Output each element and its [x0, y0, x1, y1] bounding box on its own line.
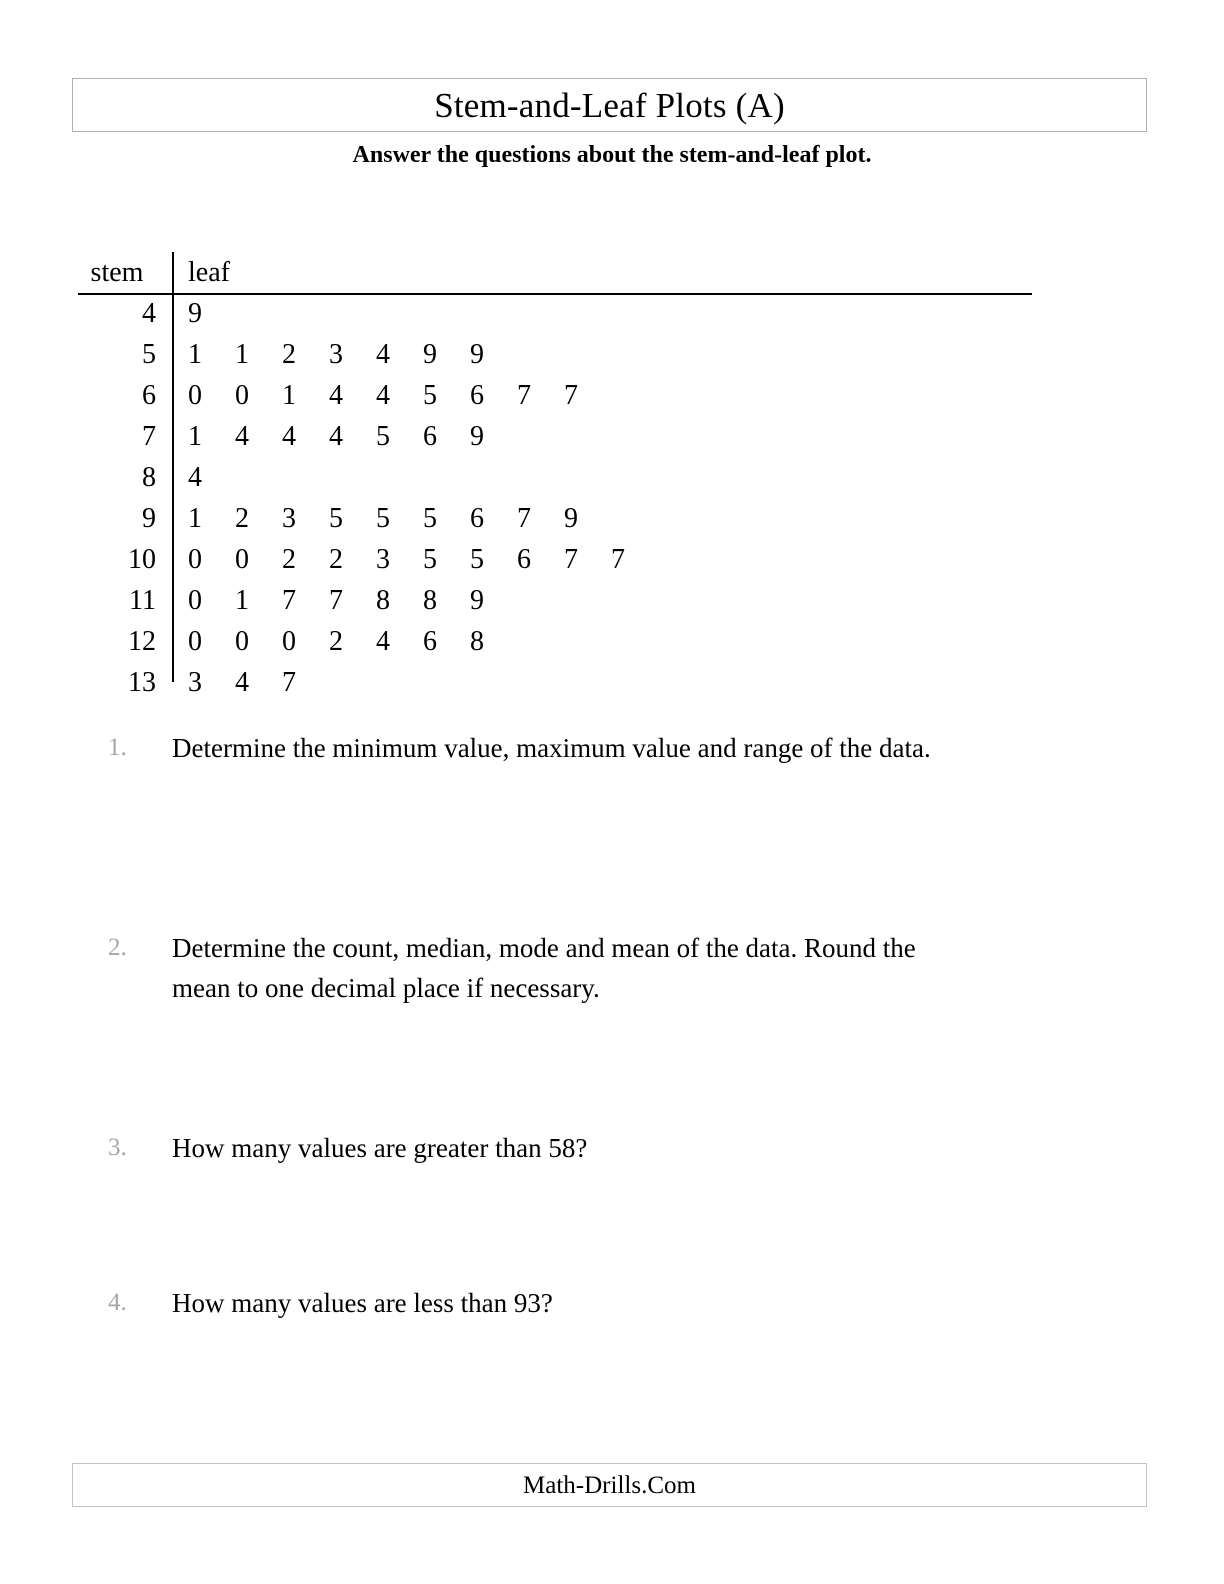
leaf-values: [188, 539, 658, 580]
question-number: 3.: [108, 1134, 127, 1161]
leaf-value: 5: [423, 544, 437, 575]
leaf-value: 7: [517, 380, 531, 411]
leaf-value: 7: [564, 380, 578, 411]
stem-value: 5: [142, 339, 156, 370]
leaf-value: 1: [235, 339, 249, 370]
plot-row: [78, 580, 1148, 621]
leaf-value: 9: [470, 585, 484, 616]
page-title: Stem-and-Leaf Plots (A): [434, 85, 785, 125]
plot-row: [78, 498, 1148, 539]
leaf-value: 6: [470, 503, 484, 534]
question-text: [172, 928, 1102, 1008]
leaf-value: 0: [188, 626, 202, 657]
leaf-value: 4: [282, 421, 296, 452]
stem-value: 6: [142, 380, 156, 411]
leaf-value: 5: [329, 503, 343, 534]
stem-column-header: stem: [90, 257, 144, 288]
leaf-value: 2: [329, 544, 343, 575]
leaf-value: 9: [470, 421, 484, 452]
leaf-values: [188, 416, 517, 457]
stem-value: 10: [128, 544, 156, 575]
leaf-value: 2: [235, 503, 249, 534]
leaf-value: 0: [188, 380, 202, 411]
question-text: [172, 1283, 1102, 1323]
leaf-value: 8: [423, 585, 437, 616]
question-item: [0, 928, 1224, 1008]
leaf-value: 1: [188, 503, 202, 534]
leaf-value: 1: [282, 380, 296, 411]
leaf-values: [188, 662, 329, 703]
leaf-value: 4: [329, 421, 343, 452]
leaf-values: [188, 498, 611, 539]
leaf-value: 9: [470, 339, 484, 370]
leaf-value: 3: [329, 339, 343, 370]
plot-row: [78, 293, 1148, 334]
leaf-value: 7: [517, 503, 531, 534]
question-text-line: Determine the minimum value, maximum value and range of the data.: [172, 733, 931, 763]
question-text-line: How many values are less than 93?: [172, 1288, 553, 1318]
stem-value: 12: [128, 626, 156, 657]
leaf-value: 0: [188, 585, 202, 616]
leaf-value: 0: [235, 544, 249, 575]
leaf-value: 2: [282, 544, 296, 575]
leaf-value: 4: [329, 380, 343, 411]
question-text-line: mean to one decimal place if necessary.: [172, 973, 600, 1003]
leaf-value: 4: [376, 339, 390, 370]
footer-text: Math-Drills.Com: [523, 1471, 696, 1499]
stem-value: 7: [142, 421, 156, 452]
leaf-column-header: leaf: [188, 257, 230, 288]
question-text-line: Determine the count, median, mode and mean of the data. Round the: [172, 933, 916, 963]
plot-row: [78, 334, 1148, 375]
leaf-value: 0: [188, 544, 202, 575]
leaf-value: 1: [188, 339, 202, 370]
leaf-value: 3: [376, 544, 390, 575]
stem-value: 9: [142, 503, 156, 534]
leaf-value: 7: [564, 544, 578, 575]
leaf-values: [188, 375, 611, 416]
question-item: [0, 1128, 1224, 1168]
plot-rows: [78, 293, 1148, 703]
stem-value: 4: [142, 298, 156, 329]
title-box: [72, 78, 1147, 132]
question-number: 1.: [108, 734, 127, 761]
plot-row: [78, 539, 1148, 580]
leaf-values: [188, 293, 235, 334]
question-item: [0, 1283, 1224, 1323]
leaf-value: 4: [235, 667, 249, 698]
stem-and-leaf-plot: [0, 252, 1224, 703]
leaf-value: 9: [188, 298, 202, 329]
leaf-values: [188, 580, 517, 621]
leaf-value: 7: [282, 585, 296, 616]
leaf-value: 7: [282, 667, 296, 698]
leaf-value: 0: [235, 626, 249, 657]
leaf-value: 0: [282, 626, 296, 657]
leaf-value: 5: [376, 503, 390, 534]
page-subtitle: Answer the questions about the stem-and-leaf plot.: [352, 142, 872, 168]
leaf-value: 4: [235, 421, 249, 452]
stem-value: 13: [128, 667, 156, 698]
leaf-value: 8: [470, 626, 484, 657]
leaf-value: 7: [611, 544, 625, 575]
leaf-value: 6: [423, 626, 437, 657]
leaf-value: 9: [423, 339, 437, 370]
stem-value: 11: [129, 585, 156, 616]
leaf-value: 5: [423, 380, 437, 411]
plot-row: [78, 621, 1148, 662]
leaf-values: [188, 334, 517, 375]
stem-value: 8: [142, 462, 156, 493]
leaf-value: 9: [564, 503, 578, 534]
plot-header-row: [78, 252, 1148, 293]
plot-row: [78, 662, 1148, 703]
leaf-value: 0: [235, 380, 249, 411]
leaf-value: 8: [376, 585, 390, 616]
leaf-value: 5: [470, 544, 484, 575]
leaf-value: 6: [517, 544, 531, 575]
question-number: 2.: [108, 934, 127, 961]
leaf-value: 3: [188, 667, 202, 698]
leaf-value: 4: [376, 626, 390, 657]
leaf-value: 6: [470, 380, 484, 411]
question-text: [172, 728, 1102, 768]
plot-row: [78, 416, 1148, 457]
leaf-value: 3: [282, 503, 296, 534]
leaf-value: 7: [329, 585, 343, 616]
leaf-value: 2: [329, 626, 343, 657]
leaf-value: 5: [423, 503, 437, 534]
question-item: [0, 728, 1224, 768]
leaf-value: 1: [188, 421, 202, 452]
plot-row: [78, 457, 1148, 498]
leaf-value: 1: [235, 585, 249, 616]
leaf-value: 2: [282, 339, 296, 370]
leaf-value: 5: [376, 421, 390, 452]
question-number: 4.: [108, 1289, 127, 1316]
leaf-value: 4: [188, 462, 202, 493]
question-text-line: How many values are greater than 58?: [172, 1133, 588, 1163]
leaf-values: [188, 457, 235, 498]
question-text: [172, 1128, 1102, 1168]
plot-row: [78, 375, 1148, 416]
leaf-value: 4: [376, 380, 390, 411]
leaf-values: [188, 621, 517, 662]
leaf-value: 6: [423, 421, 437, 452]
footer-box: [72, 1463, 1147, 1507]
